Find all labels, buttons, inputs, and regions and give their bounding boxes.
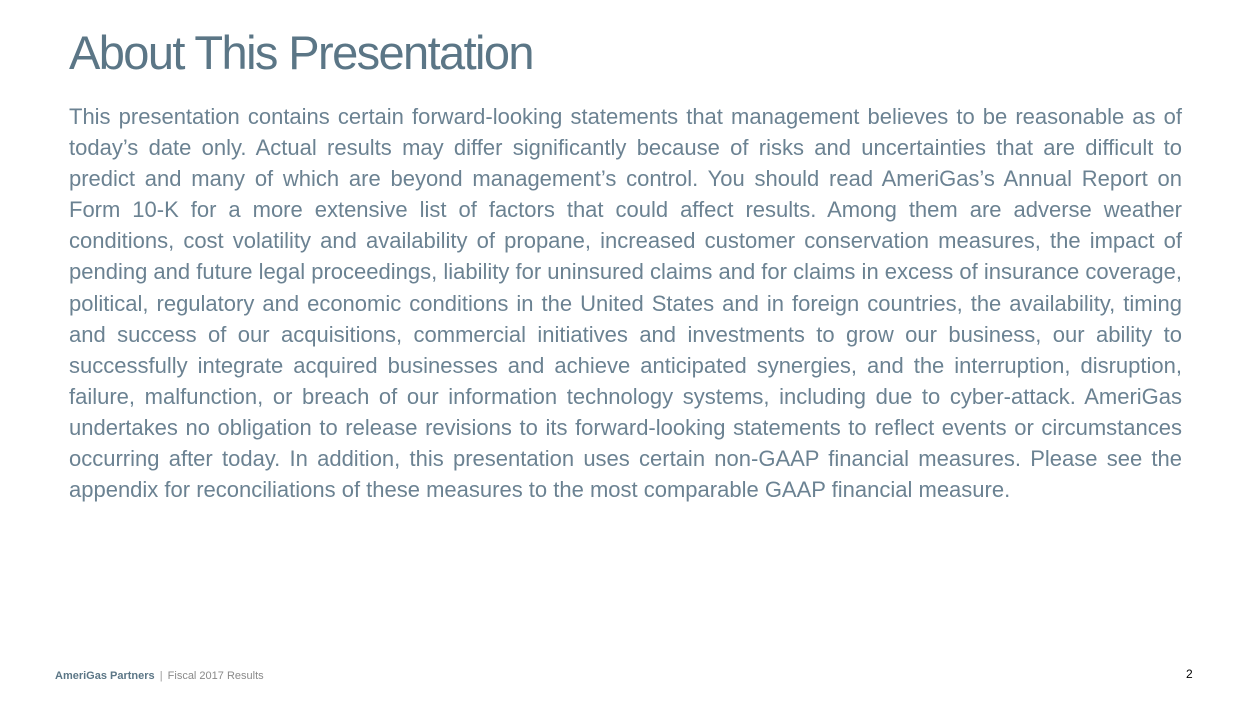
footer-company-name: AmeriGas Partners xyxy=(55,670,155,682)
page-number: 2 xyxy=(1186,667,1193,681)
disclaimer-paragraph: This presentation contains certain forward-looking statements that management believes to be reasonable as of today’s date only. Actual results may differ significantly because of risks and uncertainties that are difficult to predict and many of which are beyond management’s control. You should read AmeriGas’s Annual Report on Form 10-K for a more extensive list of factors that could affect results. Among them are adverse weather conditions, cost volatility and availability of propane, increased customer conservation measures, the impact of pending and future legal proceedings, liability for uninsured claims and for claims in excess of insurance coverage, political, regulatory and economic conditions in the United States and in foreign countries, the availability, timing and success of our acquisitions, commercial initiatives and investments to grow our business, our ability to successfully integrate acquired businesses and achieve anticipated synergies, and the interruption, disruption, failure, malfunction, or breach of our information technology systems, including due to cyber-attack. AmeriGas undertakes no obligation to release revisions to its forward-looking statements to reflect events or circumstances occurring after today. In addition, this presentation uses certain non-GAAP financial measures. Please see the appendix for reconciliations of these measures to the most comparable GAAP financial measure. xyxy=(69,104,1182,503)
slide-title: About This Presentation xyxy=(69,26,533,79)
slide-footer xyxy=(55,670,264,682)
footer-separator: | xyxy=(159,670,163,682)
footer-subtitle: Fiscal 2017 Results xyxy=(167,670,264,682)
